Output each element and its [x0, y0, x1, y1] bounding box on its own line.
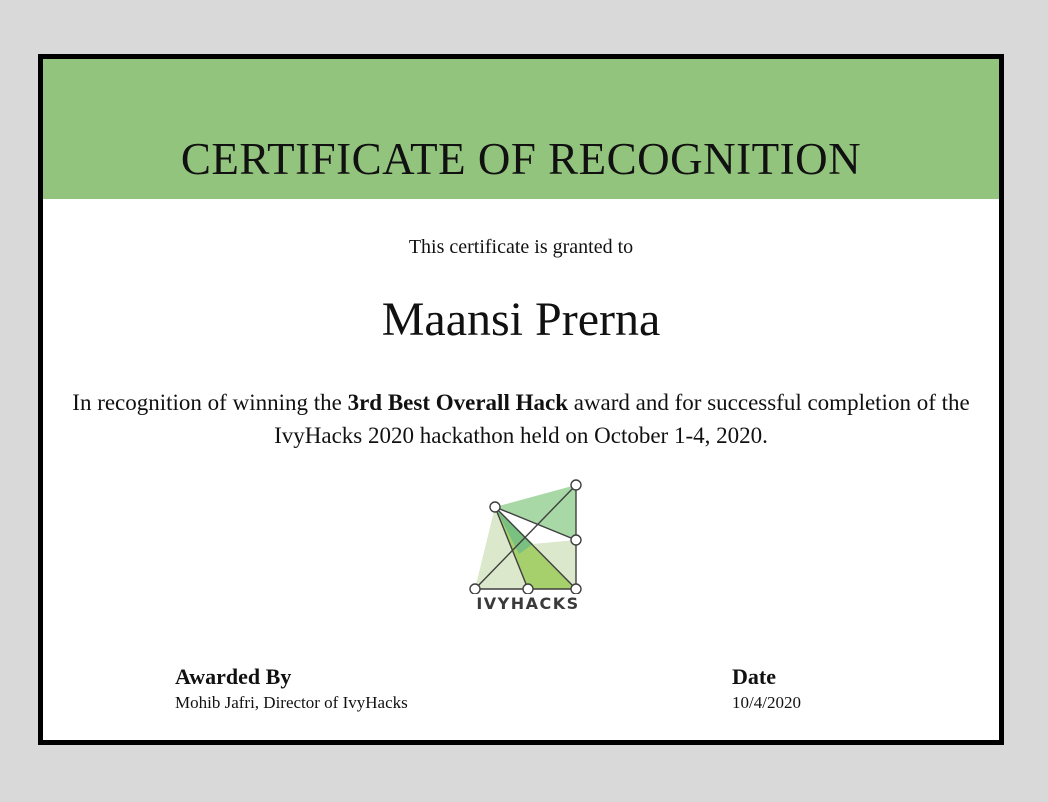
awarded-by-value: Mohib Jafri, Director of IvyHacks: [175, 693, 408, 712]
date-block: [732, 664, 801, 714]
logo-wordmark: IVYHACKS: [476, 594, 580, 613]
certificate: [38, 54, 1004, 745]
date-value: 10/4/2020: [732, 693, 801, 712]
recipient-name: Maansi Prerna: [381, 293, 661, 346]
ivyhacks-logo: [463, 474, 593, 624]
awarded-by-heading: Awarded By: [175, 664, 292, 689]
certificate-title: CERTIFICATE OF RECOGNITION: [180, 134, 862, 184]
date-heading: Date: [732, 664, 776, 689]
ivyhacks-logo-icon: [463, 474, 593, 594]
recognition-prefix: In recognition of winning the: [72, 390, 348, 415]
recognition-text: [53, 386, 989, 452]
title-banner: [43, 59, 999, 199]
granted-line: This certificate is granted to: [408, 236, 634, 258]
award-name: 3rd Best Overall Hack: [347, 390, 568, 415]
awarded-by-block: [175, 664, 408, 714]
recognition-suffix: award and for successful completion of the IvyHacks 2020 hackathon held on October 1-4, 2020.: [274, 390, 970, 448]
